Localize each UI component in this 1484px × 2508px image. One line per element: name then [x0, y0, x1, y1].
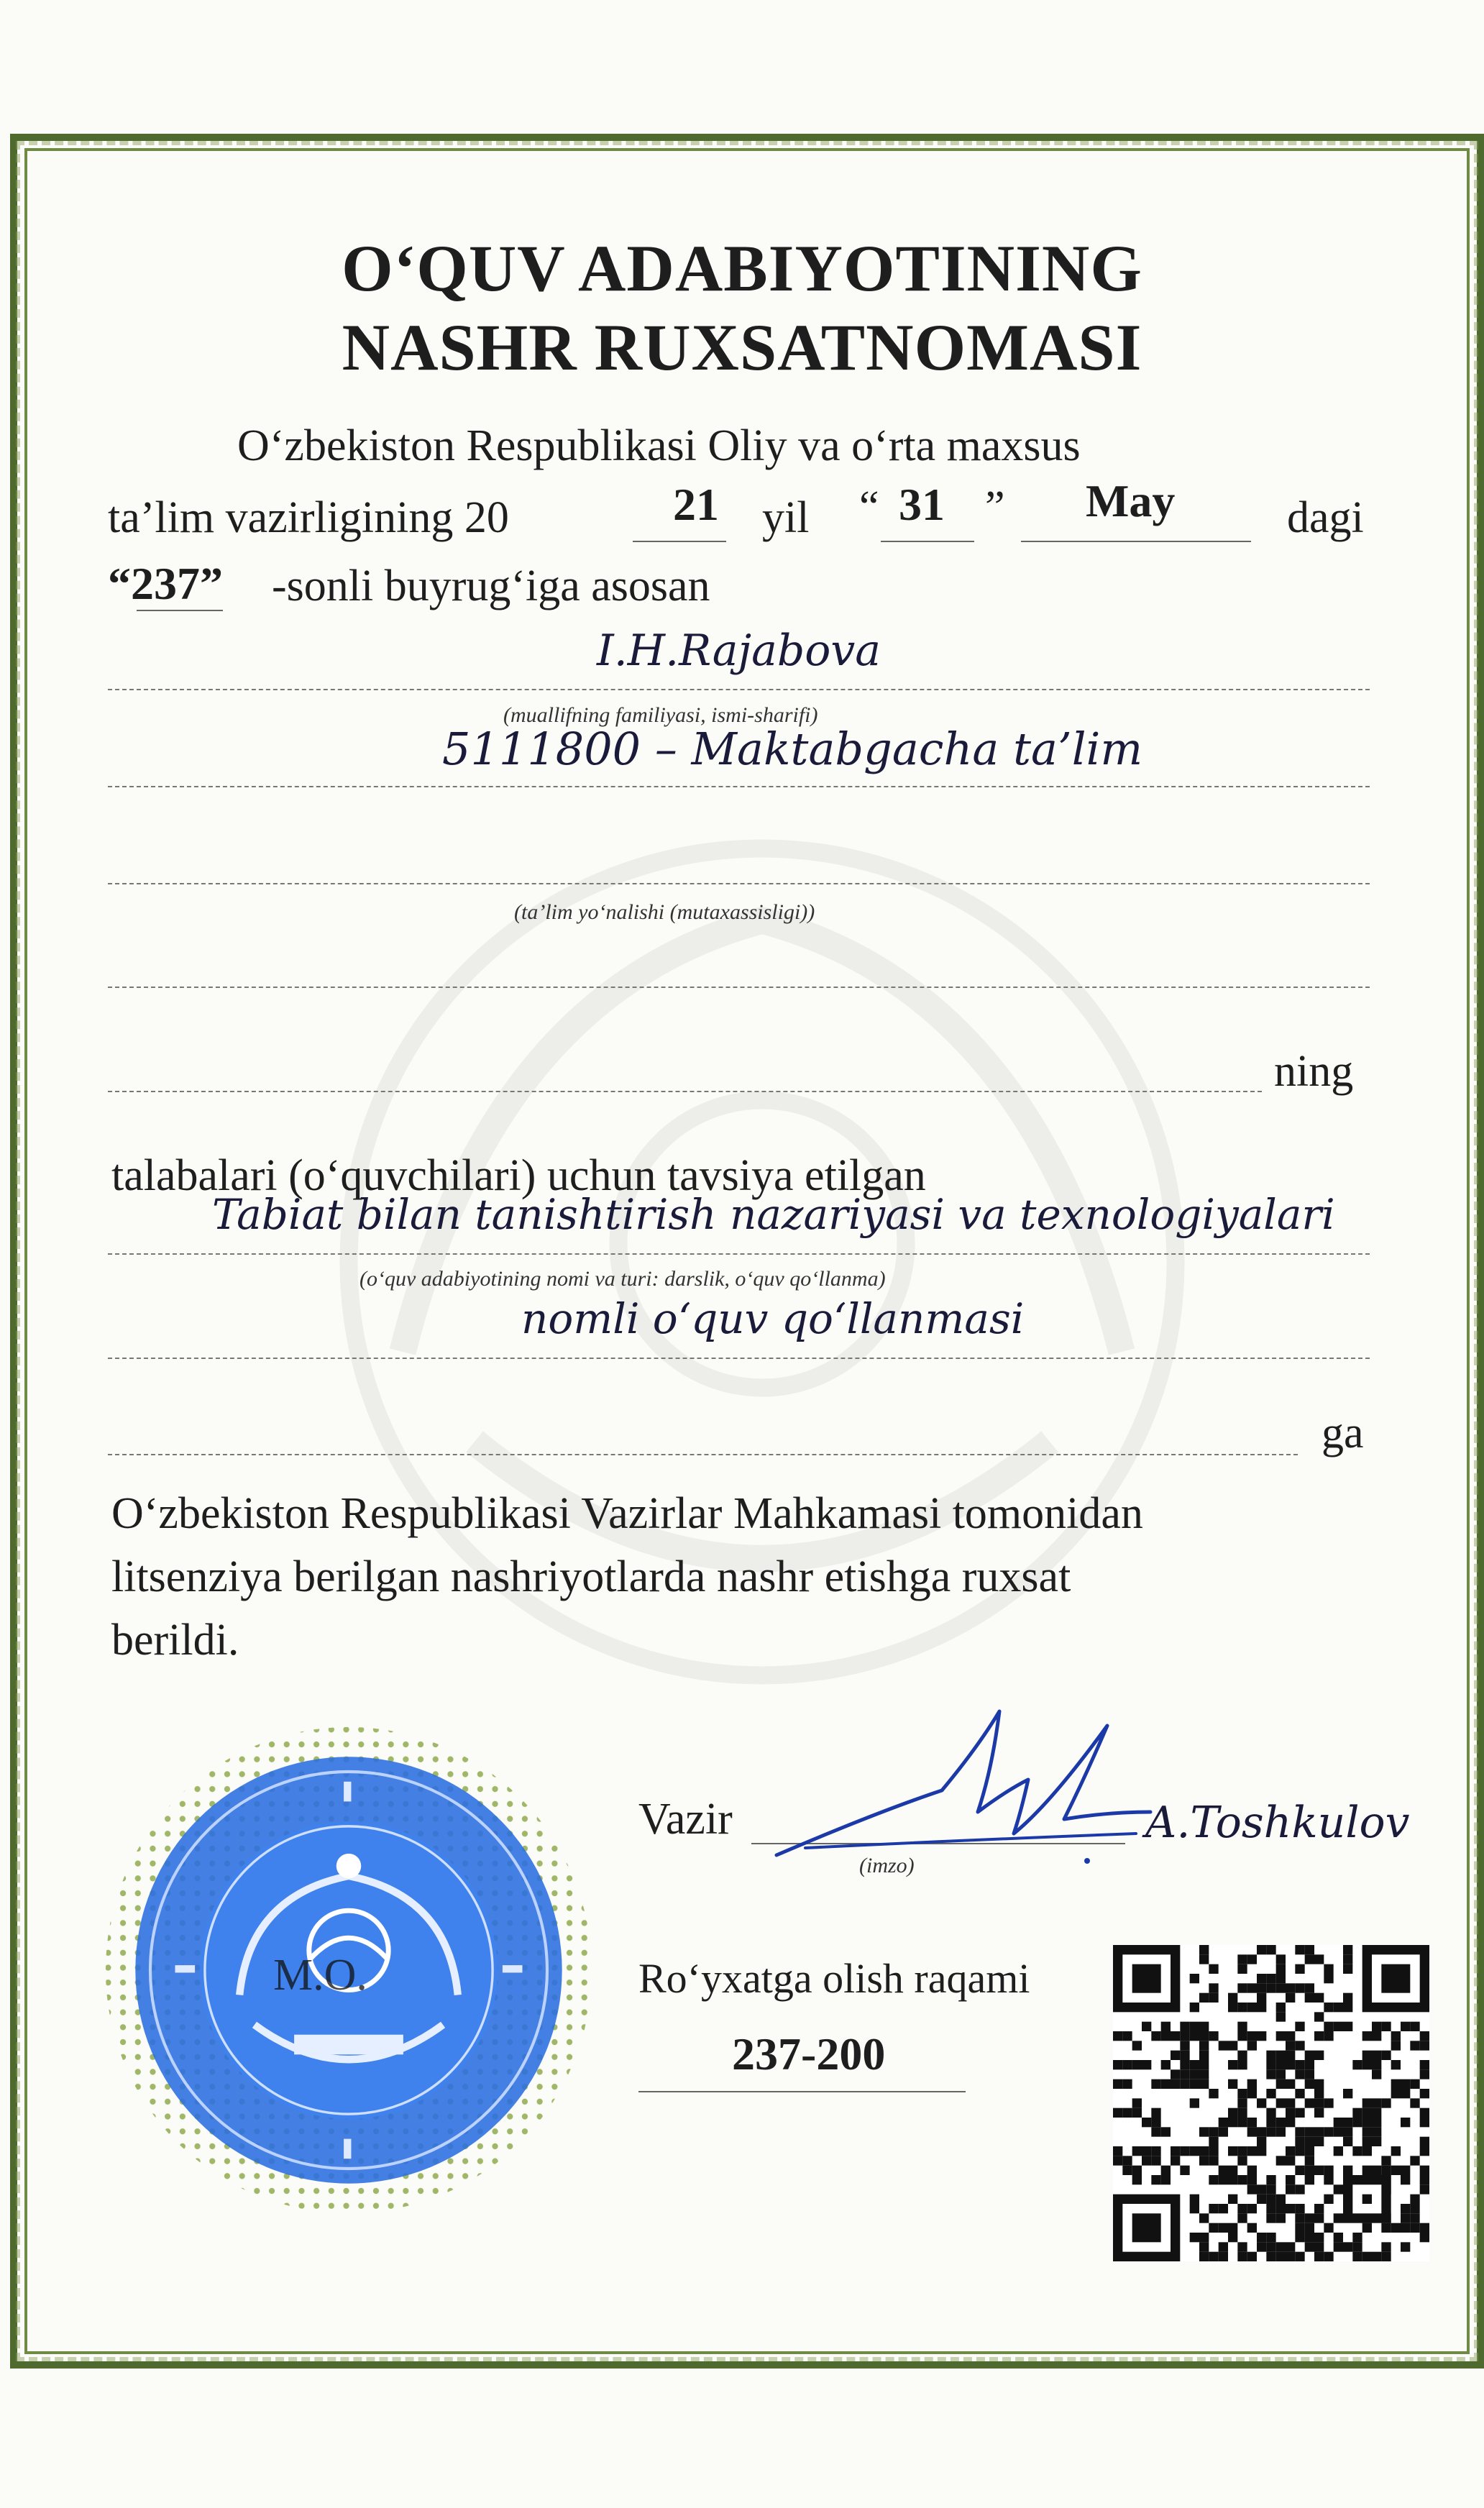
order-number: “237” — [108, 558, 223, 609]
order-underline — [137, 610, 223, 611]
permission-line3: berildi. — [111, 1616, 239, 1665]
specialty-line4 — [108, 1091, 1262, 1092]
permission-line1: O‘zbekiston Respublikasi Vazirlar Mahkamasi tomonidan — [111, 1489, 1143, 1538]
month-value: May — [1086, 475, 1176, 526]
minister-name: A.Toshkulov — [1145, 1798, 1410, 1848]
author-name: I.H.Rajabova — [597, 626, 881, 676]
minister-signature — [762, 1704, 1165, 1877]
specialty-suffix: ning — [1274, 1047, 1354, 1096]
specialty-line1 — [108, 786, 1370, 787]
signature-caption: (imzo) — [859, 1854, 915, 1877]
registration-number: 237-200 — [732, 2028, 886, 2079]
registration-underline — [638, 2091, 966, 2092]
minister-label: Vazir — [638, 1795, 733, 1844]
students-line: talabalari (o‘quvchilari) uchun tavsiya etilgan — [111, 1151, 926, 1200]
specialty-line3 — [108, 987, 1370, 988]
month-underline — [1021, 541, 1251, 542]
year-suffix: 21 — [673, 479, 719, 530]
dagi-word: dagi — [1287, 493, 1364, 542]
intro-line2-start: ta’lim vazirligining 20 — [108, 493, 509, 542]
book-type-value: nomli o‘quv qo‘llanmasi — [521, 1294, 1025, 1343]
book-suffix: ga — [1322, 1409, 1364, 1457]
seal-label: M.O. — [273, 1951, 367, 2000]
author-line — [108, 689, 1370, 690]
book-caption: (o‘quv adabiyotining nomi va turi: darslik, o‘quv qo‘llanma) — [359, 1267, 886, 1291]
book-type-line — [108, 1358, 1370, 1359]
specialty-caption: (ta’lim yo‘nalishi (mutaxassisligi)) — [514, 900, 815, 924]
year-underline — [633, 541, 726, 542]
qr-code — [1113, 1945, 1429, 2261]
book-title-line — [108, 1253, 1370, 1255]
specialty-line2 — [108, 883, 1370, 884]
yil-word: yil — [762, 493, 810, 542]
day-value: 31 — [899, 479, 945, 530]
day-open-quote: “ — [859, 482, 879, 531]
intro-line3-rest: -sonli buyrug‘iga asosan — [272, 562, 710, 610]
day-underline — [881, 541, 974, 542]
author-caption: (muallifning familiyasi, ismi-sharifi) — [503, 703, 818, 727]
permission-line2: litsenziya berilgan nashriyotlarda nashr etishga ruxsat — [111, 1552, 1071, 1601]
document-title-line1: O‘QUV ADABIYOTINING — [342, 232, 1142, 305]
day-close-quote: ” — [985, 482, 1005, 531]
registration-label: Ro‘yxatga olish raqami — [638, 1955, 1030, 2002]
document-title-line2: NASHR RUXSATNOMASI — [342, 311, 1142, 384]
intro-line1: O‘zbekiston Respublikasi Oliy va o‘rta maxsus — [237, 421, 1081, 470]
book-line3 — [108, 1454, 1298, 1455]
book-title-value: Tabiat bilan tanishtirish nazariyasi va texnologiyalari — [212, 1190, 1335, 1239]
specialty-value: 5111800 – Maktabgacha ta’lim — [442, 723, 1143, 775]
